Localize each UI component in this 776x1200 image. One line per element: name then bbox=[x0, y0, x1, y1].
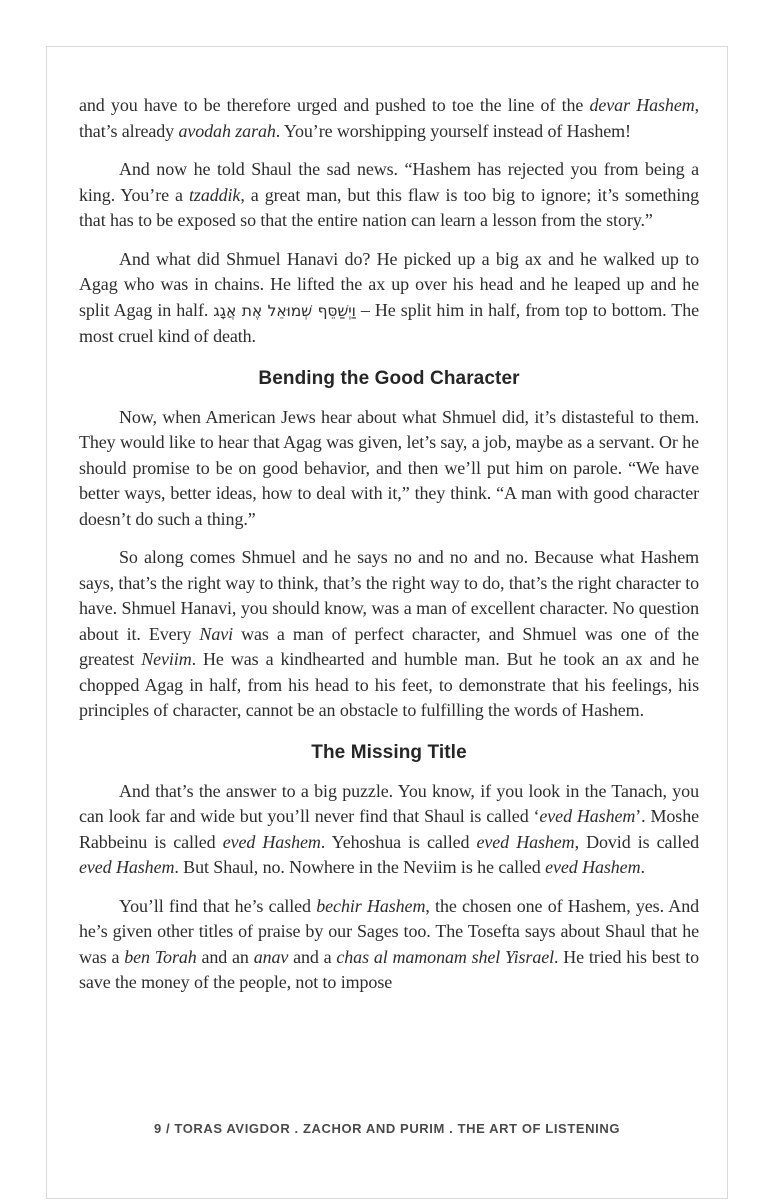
page-footer: 9 / TORAS AVIGDOR . ZACHOR AND PURIM . THE ART OF LISTENING bbox=[153, 1121, 621, 1136]
paragraph: You’ll find that he’s called bechir Hashem, the chosen one of Hashem, yes. And he’s given other titles of praise by our Sages too. The Tosefta says about Shaul that he was a ben Torah and an anav and a chas al mamonam shel Yisrael. He tried his best to save the money of the people, not to impose bbox=[79, 895, 700, 992]
paragraph: Now, when American Jews hear about what Shmuel did, it’s distasteful to them. They would like to hear that Agag was given, let’s say, a job, maybe as a servant. Or he should promise to be on good behavior, and then we’ll put him on parole. “We have better ways, better ideas, how to deal with it,” they think. “A man with good character doesn’t do such a thing.” bbox=[79, 406, 699, 529]
section-heading: Bending the Good Character bbox=[258, 367, 520, 389]
paragraph: and you have to be therefore urged and pushed to toe the line of the devar Hashem, that’s already avodah zarah. You’re worshipping yourself instead of Hashem! bbox=[79, 95, 700, 141]
paragraph: And what did Shmuel Hanavi do? He picked up a big ax and he walked up to Agag who was in chains. He lifted the ax up over his head and he leaped up and he split Agag in half. וַיְשַׁסֵּף שְׁמוּאֵל אֶת אֲגָג – He split him in half, from top to bottom. The most cruel kind of death. bbox=[79, 248, 699, 346]
paragraph: And now he told Shaul the sad news. “Hashem has rejected you from being a king. You’re a tzaddik, a great man, but this flaw is too big to ignore; it’s something that has to be exposed so that the entire nation can learn a lesson from the story.” bbox=[79, 159, 699, 230]
hebrew-phrase: וַיְשַׁסֵּף שְׁמוּאֵל אֶת אֲגָג bbox=[213, 301, 356, 320]
document-page bbox=[46, 46, 728, 1199]
section-heading: The Missing Title bbox=[311, 741, 467, 763]
article-content bbox=[79, 93, 699, 1009]
paragraph: So along comes Shmuel and he says no and no and no. Because what Hashem says, that’s the right way to think, that’s the right way to do, that’s the right character to have. Shmuel Hanavi, you should know, was a man of excellent character. No question about it. Every Navi was a man of perfect character, and Shmuel was one of the greatest Neviim. He was a kindhearted and humble man. But he took an ax and he chopped Agag in half, from his head to his feet, to demonstrate that his feelings, his principles of character, cannot be an obstacle to fulfilling the words of Hashem. bbox=[79, 547, 699, 720]
paragraph: And that’s the answer to a big puzzle. You know, if you look in the Tanach, you can look far and wide but you’ll never find that Shaul is called ‘eved Hashem’. Moshe Rabbeinu is called eved Hashem. Yehoshua is called eved Hashem, Dovid is called eved Hashem. But Shaul, no. Nowhere in the Neviim is he called eved Hashem. bbox=[79, 780, 699, 877]
